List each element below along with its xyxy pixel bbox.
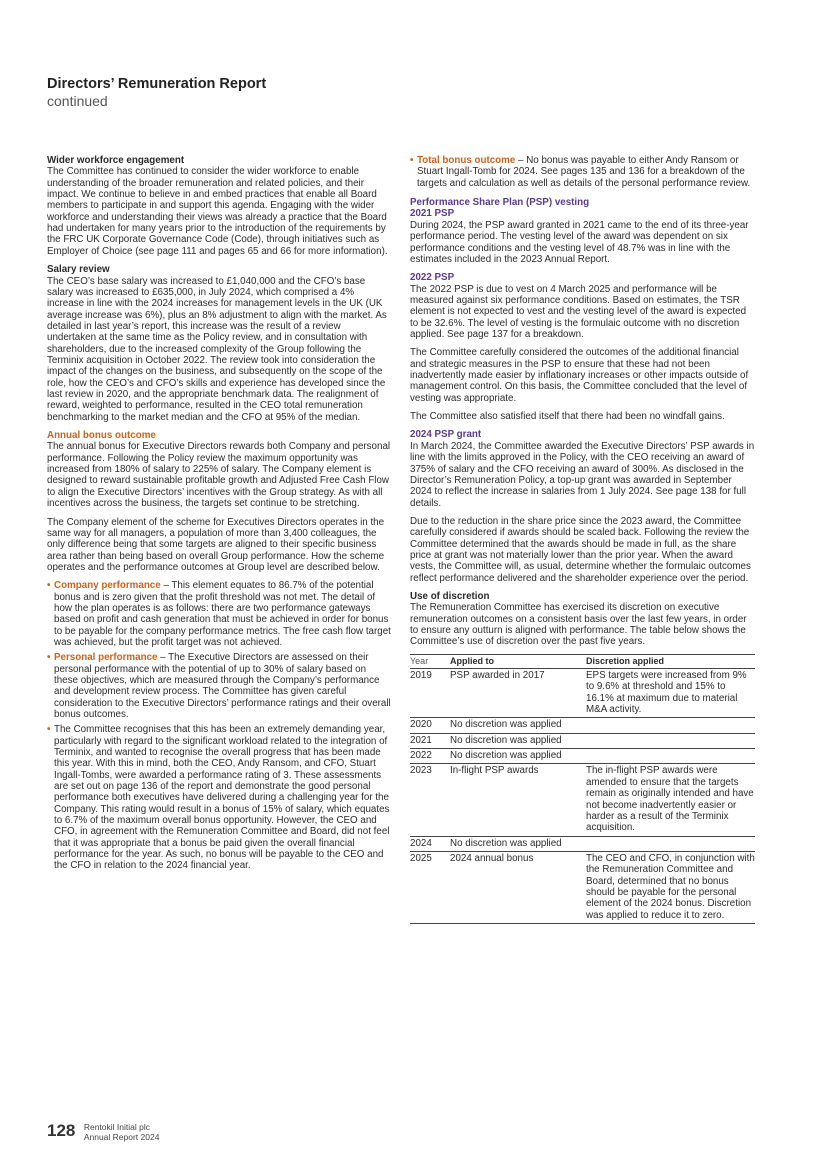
- bullet-total-bonus-outcome: [410, 155, 755, 189]
- psp-2024-para-1: In March 2024, the Committee awarded the Executive Directors’ PSP awards in line with the limits approved in the Policy, with the CEO receiving an award of 375% of salary and the CFO receiving an award of 300%. As disclosed in the Director’s Remuneration Policy, a top-up grant was awarded in September 2024 to reflect the increase in salaries from 1 July 2024. See page 138 for full details.: [410, 440, 755, 509]
- bullet-committee-recognition: [47, 724, 392, 871]
- cell-year: 2024: [410, 836, 450, 851]
- salary-review-body: The CEO’s base salary was increased to £1,040,000 and the CFO’s base salary was increased to £635,000, in July 2024, which comprised a 4% increase in line with the 2024 increases for management levels in the UK (UK average increase was 6%), plus an 8% adjustment to align with the market. As detailed in last year’s report, this increase was the result of a review undertaken at the same time as the Policy review, and in consultation with shareholders, due to the increased complexity of the Group following the Terminix acquisition in October 2022. The review took into consideration the impact of the changes on the business, and subsequently on the scope of the role, how the CEO’s and CFO’s skills and experience has developed since the last review in 2020, and the appropriate benchmark data. The realignment of reward, weighted to performance, resulted in the CEO total remuneration benchmarking to the market median and the CFO at 95% of the median.: [47, 275, 387, 423]
- cell-discretion: [586, 749, 755, 764]
- cell-applied-to: No discretion was applied: [450, 733, 586, 748]
- annual-bonus-heading: Annual bonus outcome: [47, 430, 156, 442]
- psp-2022-para-3: The Committee also satisfied itself that there had been no windfall gains.: [410, 411, 725, 423]
- cell-discretion: [586, 836, 755, 851]
- column-header-applied-to: Applied to: [450, 654, 586, 668]
- cell-applied-to: 2024 annual bonus: [450, 851, 586, 923]
- cell-year: 2020: [410, 718, 450, 733]
- report-subtitle: continued: [47, 93, 108, 109]
- cell-applied-to: No discretion was applied: [450, 836, 586, 851]
- bonus-bullet-list: [47, 580, 392, 872]
- bullet-text: The Committee recognises that this has been an extremely demanding year, particularly with regard to the significant workload related to the integration of Terminix, and wanted to recognise the overall progress that has been made this year. With this in mind, both the CEO, Andy Ransom, and CFO, Stuart Ingall-Tombs, were awarded a performance rating of 3. These assessments are set out on page 136 of the report and demonstrate the good personal performance both executives have delivered during a challenging year for the Company. This rating would result in a bonus of 15% of salary, which equates to 6.7% of the maximum overall bonus opportunity. However, the CEO and CFO, in agreement with the Remuneration Committee and Board, did not feel that it was appropriate that a bonus be paid given the overall financial performance for the year. As such, no bonus will be payable to the CEO and the CFO in relation to the 2024 financial year.: [54, 724, 390, 872]
- table-row: [410, 669, 755, 718]
- salary-review-heading: Salary review: [47, 264, 110, 276]
- bullet-label: Total bonus outcome: [417, 155, 516, 166]
- column-header-year: Year: [410, 654, 450, 668]
- cell-discretion: The CEO and CFO, in conjunction with the Remuneration Committee and Board, determined that no bonus should be payable for the personal element of the 2024 bonus. Discretion was applied to reduce it to zero.: [586, 851, 755, 923]
- bullet-label: Personal performance: [54, 652, 158, 664]
- cell-discretion: The in-flight PSP awards were amended to ensure that the targets remain as originally intended and have not become inadvertently easier or harder as a result of the Terminix acquisition.: [586, 764, 755, 836]
- page-number: 128: [47, 1121, 76, 1140]
- cell-applied-to: No discretion was applied: [450, 749, 586, 764]
- table-row: [410, 749, 755, 764]
- cell-discretion: [586, 733, 755, 748]
- report-title: Directors’ Remuneration Report: [47, 76, 267, 92]
- cell-year: 2021: [410, 733, 450, 748]
- discretion-table: [410, 654, 755, 924]
- column-header-discretion: Discretion applied: [586, 654, 755, 668]
- psp-2021-heading: 2021 PSP: [410, 208, 455, 220]
- table-row: [410, 733, 755, 748]
- company-name: Rentokil Initial plc: [83, 1122, 150, 1132]
- table-row: [410, 851, 755, 923]
- bullet-text: – The Executive Directors are assessed on their personal performance with the potential of up to 30% of salary based on these objectives, which are measured through the Company’s performance and development review process. The Committee has given careful consideration to the Executive Directors’ performance ratings and their overall bonus outcomes.: [54, 652, 391, 720]
- cell-applied-to: PSP awarded in 2017: [450, 669, 586, 718]
- annual-bonus-para-1: The annual bonus for Executive Directors rewards both Company and personal performance. Following the Policy review the maximum opportunity was increased from 180% of salary to 225% of salary. The Company element is designed to reward sustainable profitable growth and Adjusted Free Cash Flow to align the Executive Directors’ incentives with the Group strategy. As with all incentives across the business, the targets set continue to be stretching.: [47, 441, 391, 510]
- psp-2024-para-2: Due to the reduction in the share price since the 2023 award, the Committee carefully considered if awards should be scaled back. Following the review the Committee determined that the awards should be made in full, as the share price at grant was not materially lower than the prior year. When the award vests, the Committee will, as usual, determine whether the formulaic outcomes reflect performance delivered and the shareholder experience over the period.: [410, 515, 751, 584]
- table-row: [410, 718, 755, 733]
- table-row: [410, 764, 755, 836]
- psp-2021-body: During 2024, the PSP award granted in 2021 came to the end of its three-year performance period. The vesting level of the award was dependent on six performance conditions and the vesting level of 48.7% was in line with the estimates included in the 2023 Annual Report.: [410, 219, 749, 265]
- table-header-row: [410, 654, 755, 668]
- total-bonus-list: [410, 155, 755, 189]
- psp-2022-para-1: The 2022 PSP is due to vest on 4 March 2025 and performance will be measured against six performance conditions. Based on estimates, the TSR element is not expected to vest and the vesting level of the award is expected to be 32.6%. The level of vesting is the formulaic outcome with no discretion applied. See page 137 for a breakdown.: [410, 283, 747, 340]
- use-of-discretion-heading: Use of discretion: [410, 590, 490, 602]
- cell-year: 2025: [410, 851, 450, 923]
- use-of-discretion-body: The Remuneration Committee has exercised its discretion on executive remuneration outcomes on a consistent basis over the last few years, in order to ensure any outturn is aligned with performance. The table below shows the Committee’s use of discretion over the past five years.: [410, 602, 747, 648]
- bullet-personal-performance: [47, 652, 392, 720]
- table-row: [410, 836, 755, 851]
- cell-applied-to: In-flight PSP awards: [450, 764, 586, 836]
- psp-2022-para-2: The Committee carefully considered the outcomes of the additional financial and strategic measures in the PSP to ensure that these had not been inadvertently made easier by inflationary increases or other impacts outside of management control. On this basis, the Committee concluded that the level of vesting was appropriate.: [410, 347, 749, 404]
- cell-year: 2022: [410, 749, 450, 764]
- psp-2022-heading: 2022 PSP: [410, 272, 455, 284]
- psp-vesting-heading: Performance Share Plan (PSP) vesting: [410, 197, 590, 209]
- page-footer: [47, 1121, 159, 1142]
- cell-discretion: [586, 718, 755, 733]
- page-header: [47, 76, 266, 110]
- bullet-text: – No bonus was payable to either Andy Ransom or Stuart Ingall-Tomb for 2024. See pages 135 and 136 for a breakdown of the targets and calculation as well as details of the personal performance review.: [417, 155, 751, 189]
- left-column: [47, 155, 392, 876]
- wider-workforce-heading: Wider workforce engagement: [47, 155, 185, 166]
- cell-year: 2023: [410, 764, 450, 836]
- cell-discretion: EPS targets were increased from 9% to 9.6% at threshold and 15% to 16.1% at maximum due to material M&A activity.: [586, 669, 755, 718]
- cell-applied-to: No discretion was applied: [450, 718, 586, 733]
- footer-publication: [84, 1121, 160, 1142]
- bullet-label: Company performance: [54, 580, 161, 592]
- annual-bonus-para-2: The Company element of the scheme for Executives Directors operates in the same way for all managers, a population of more than 3,400 colleagues, the only difference being that some targets are aligned to their specific business area rather than being based on overall Group performance. How the scheme operates and the performance outcomes at Group level are described below.: [47, 516, 385, 573]
- bullet-text: – This element equates to 86.7% of the potential bonus and is zero given that the profit threshold was not met. The detail of how the plan operates is as follows: there are two performance gateways based on profit and cash generation that must be achieved in order for bonus to be payable for the company performance metrics. The free cash flow target was achieved, but the profit target was not achieved.: [54, 580, 391, 648]
- cell-year: 2019: [410, 669, 450, 718]
- right-column: [410, 155, 755, 924]
- wider-workforce-body: The Committee has continued to consider the wider workforce to enable understanding of the broader remuneration and related policies, and their impact. We continue to believe in and embed practices that enable all Board members to participate in and support this agenda. Engaging with the wider workforce and understanding their views was already a practice that the Board had undertaken for many years prior to the introduction of the requirements by the FRC UK Corporate Governance Code (Code), through initiatives such as Employer of Choice (see page 111 and pages 65 and 66 for more information).: [47, 166, 388, 257]
- report-name: Annual Report 2024: [83, 1132, 160, 1142]
- bullet-company-performance: [47, 580, 392, 648]
- psp-2024-heading: 2024 PSP grant: [410, 429, 482, 441]
